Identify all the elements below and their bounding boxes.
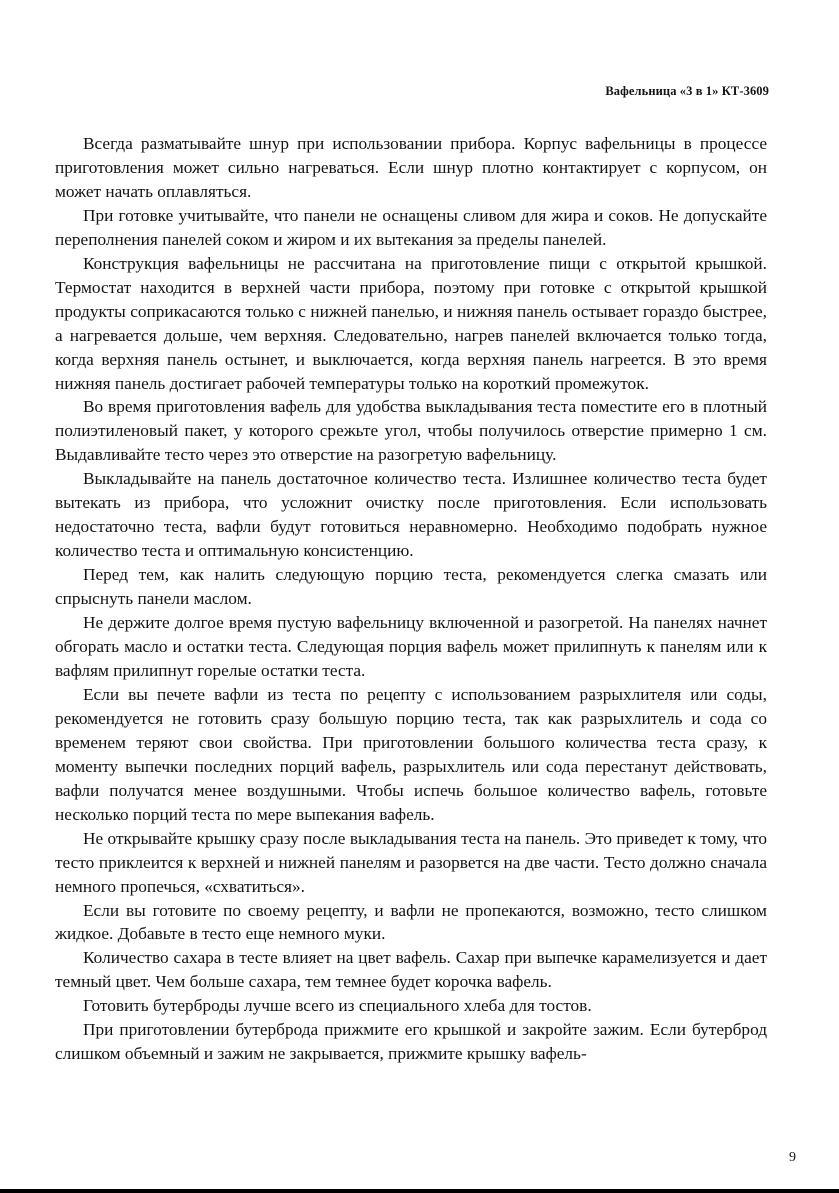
paragraph-baking-powder: Если вы печете вафли из теста по рецепту с использованием разрыхлителя или соды, рекомендуется не готовить сразу большую порцию теста, так как разрыхлитель и сода со временем теряют свои свойства. При приготовлении большого количества теста сразу, к моменту выпечки последних порций вафель, разрыхлитель или сода перестанут действовать, вафли получатся менее воздушными. Чтобы испечь большое количество вафель, готовьте несколько порций теста по мере выпекания вафель. <box>55 684 767 824</box>
bottom-border <box>0 1189 839 1193</box>
paragraph-sandwich: При приготовлении бутерброда прижмите его крышкой и закройте зажим. Если бутерброд слишком объемный и зажим не закрывается, прижмите крышку вафель- <box>55 1020 767 1064</box>
paragraph-liquid-dough: Если вы готовите по своему рецепту, и вафли не пропекаются, возможно, тесто слишком жидкое. Добавьте в тесто еще немного муки. <box>55 900 767 944</box>
running-header: Вафельница «3 в 1» КТ-3609 <box>605 84 769 98</box>
paragraph-sugar: Количество сахара в тесте влияет на цвет вафель. Сахар при выпечке карамелизуется и дает темный цвет. Чем больше сахара, тем темнее будет корочка вафель. <box>55 948 767 992</box>
paragraph-toast-bread: Готовить бутерброды лучше всего из специального хлеба для тостов. <box>83 996 592 1016</box>
paragraph-dough-bag: Во время приготовления вафель для удобства выкладывания теста поместите его в плотный полиэтиленовый пакет, у которого срежьте угол, чтобы получилось отверстие примерно 1 см. Выдавливайте тесто через это отверстие на разогретую вафельницу. <box>55 397 767 465</box>
paragraph-open-lid: Конструкция вафельницы не рассчитана на приготовление пищи с открытой крышкой. Термостат находится в верхней части прибора, поэтому при готовке с открытой крышкой продукты соприкасаются только с нижней панелью, и нижняя панель остывает гораздо быстрее, а нагревается дольше, чем верхняя. Следовательно, нагрев панелей включается только тогда, когда верхняя панель остынет, и выключается, когда верхняя панель нагреется. В это время нижняя панель достигает рабочей температуры только на короткий промежуток. <box>55 253 767 393</box>
paragraph-dough-amount: Выкладывайте на панель достаточное количество теста. Излишнее количество теста будет вытекать из прибора, что усложнит очистку после приготовления. Если использовать недостаточно теста, вафли будут готовиться неравномерно. Необходимо подобрать нужное количество теста и оптимальную консистенцию. <box>55 469 767 561</box>
paragraph-do-not-open: Не открывайте крышку сразу после выкладывания теста на панель. Это приведет к тому, что тесто приклеится к верхней и нижней панелям и разорвется на две части. Тесто должно сначала немного пропечься, «схватиться». <box>55 828 767 896</box>
paragraph-cord: Всегда разматывайте шнур при использовании прибора. Корпус вафельницы в процессе приготовления может сильно нагреваться. Если шнур плотно контактирует с корпусом, он может начать оплавляться. <box>55 134 767 201</box>
page-number: 9 <box>789 1150 796 1165</box>
body-text <box>55 132 767 1066</box>
paragraph-empty-heated: Не держите долгое время пустую вафельницу включенной и разогретой. На панелях начнет обгорать масло и остатки теста. Следующая порция вафель может прилипнуть к панелям или к вафлям прилипнут горелые остатки теста. <box>55 613 767 680</box>
paragraph-oil-panels: Перед тем, как налить следующую порцию теста, рекомендуется слегка смазать или спрыснуть панели маслом. <box>55 565 767 609</box>
paragraph-drainage: При готовке учитывайте, что панели не оснащены сливом для жира и соков. Не допускайте переполнения панелей соком и жиром и их вытекания за пределы панелей. <box>55 205 767 249</box>
